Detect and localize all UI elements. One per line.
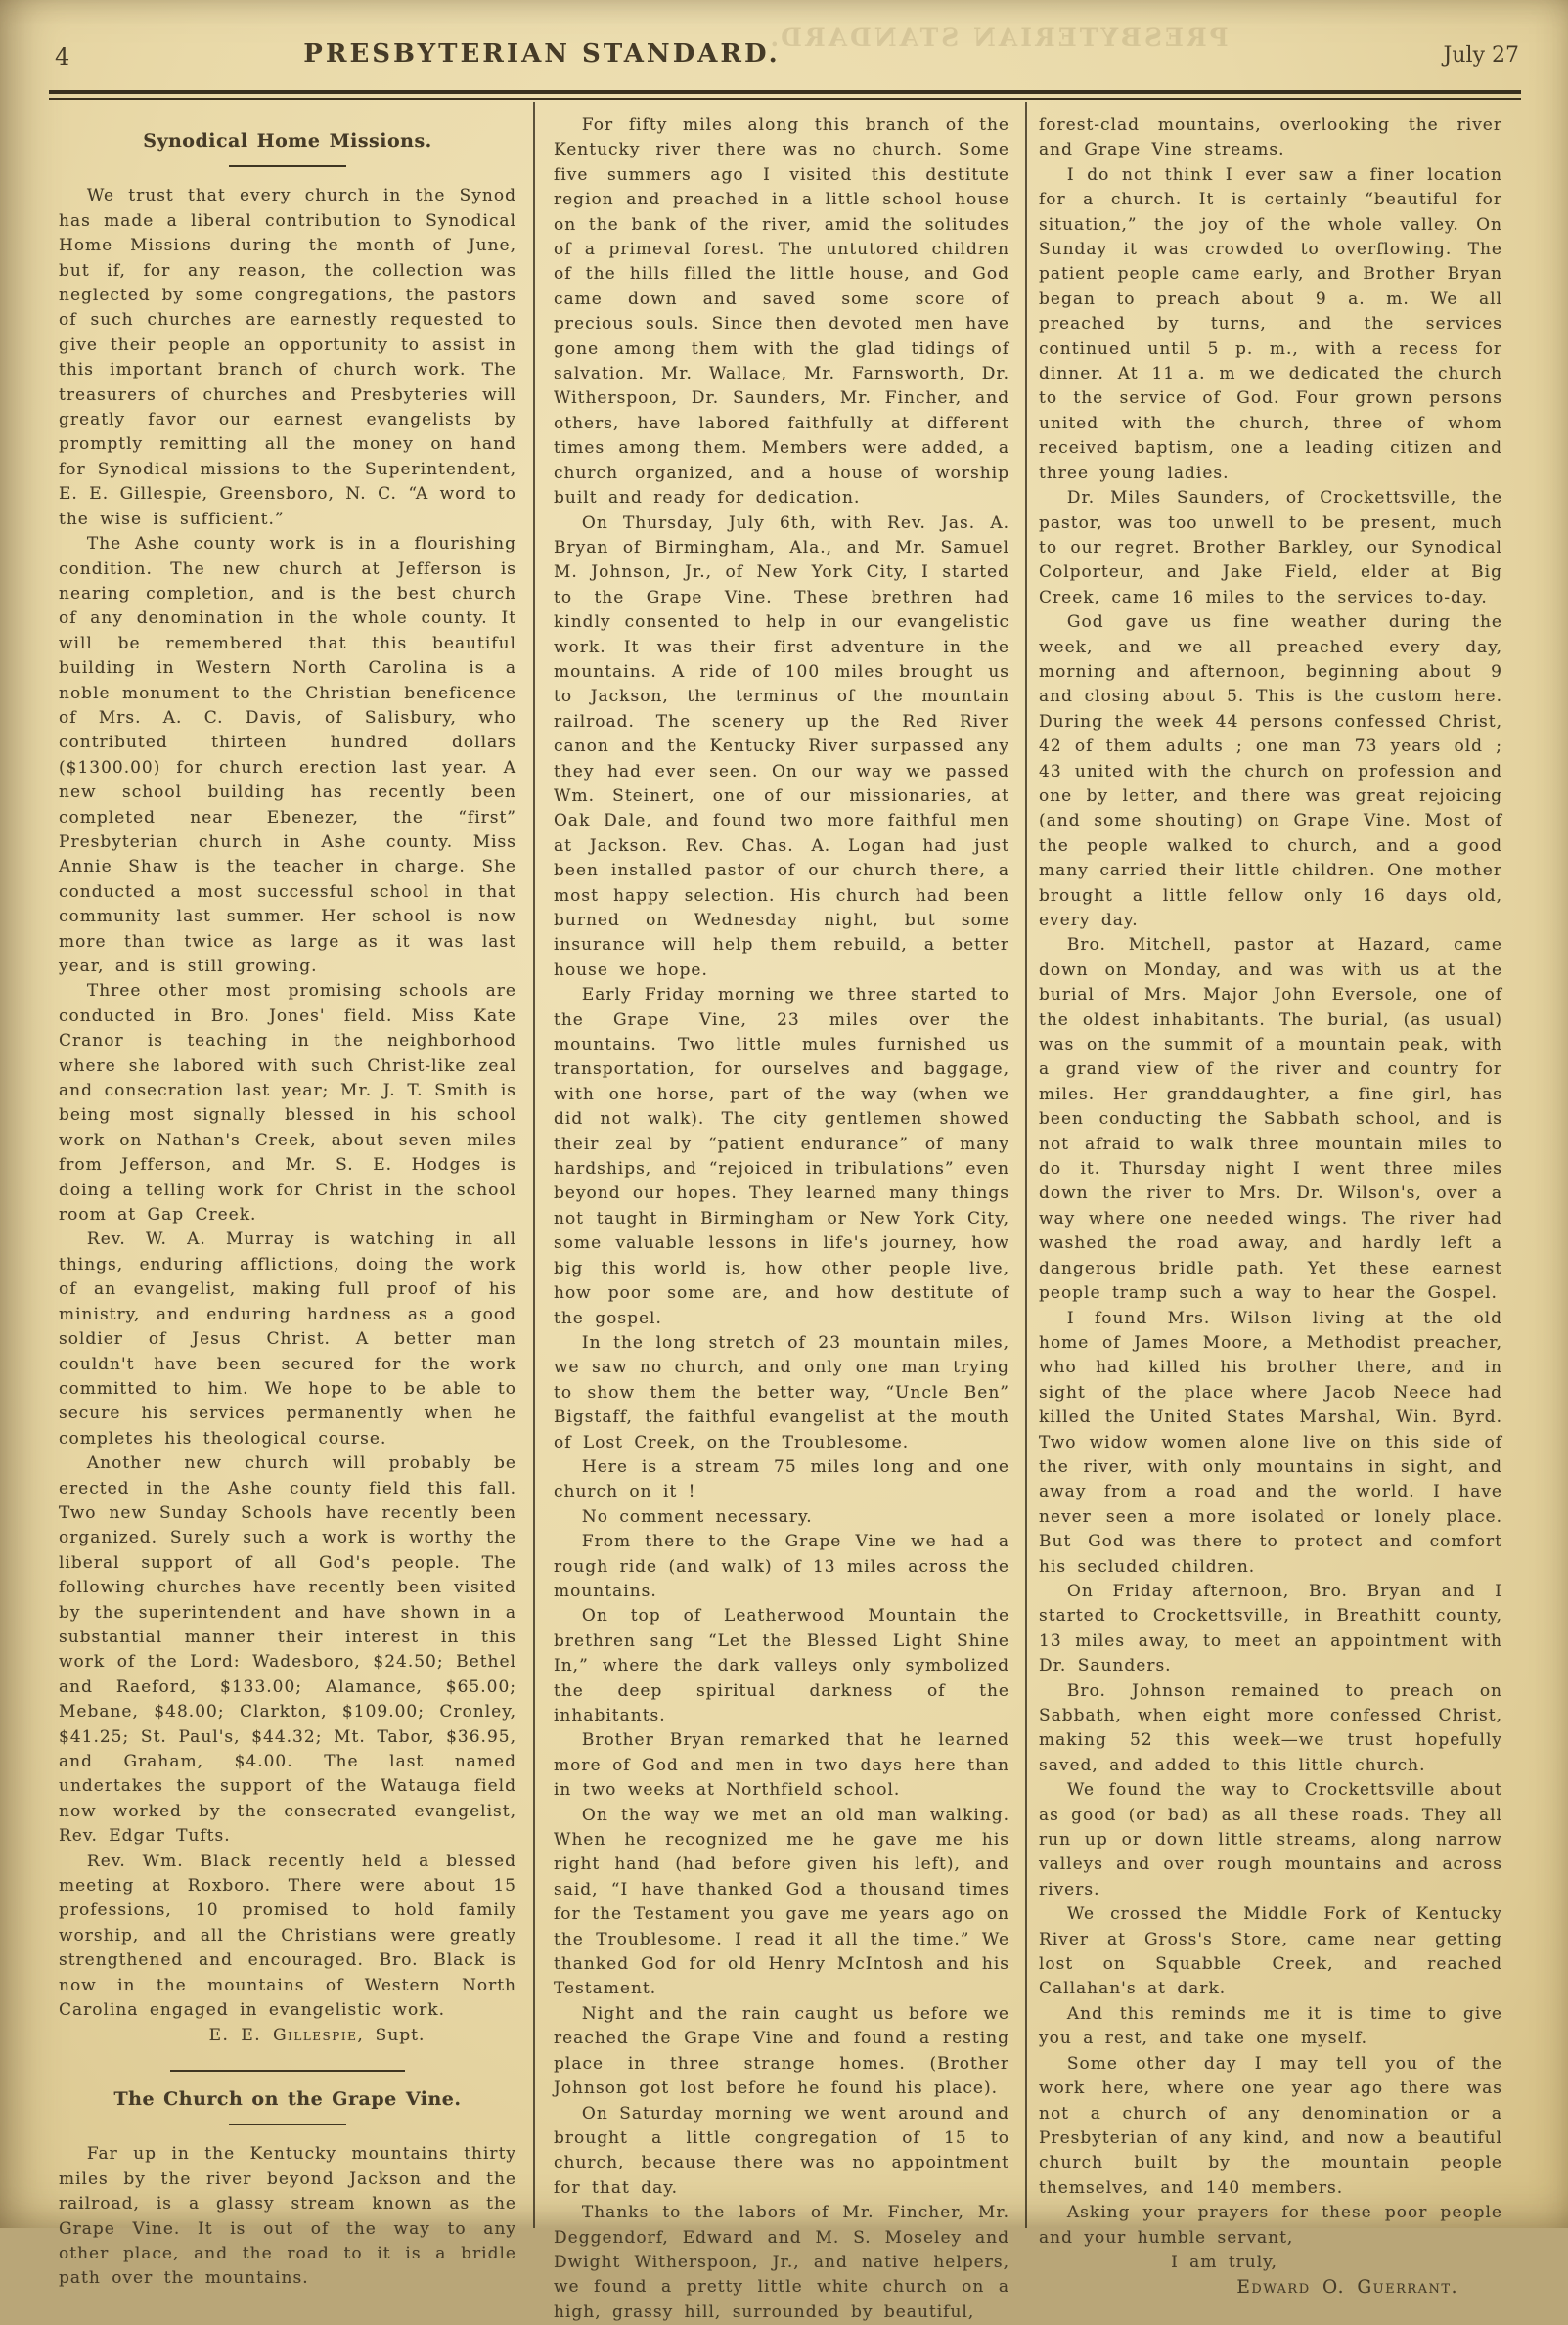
- title-rule: [229, 2124, 346, 2125]
- paragraph: Asking your prayers for these poor people and your humble servant,: [1039, 2203, 1502, 2248]
- paragraph: On Saturday morning we went around and brought a little congregation of 15 to church, because there was no appointment for that day.: [554, 2103, 1009, 2198]
- column-1: [59, 113, 516, 2292]
- paragraph: We trust that every church in the Synod has made a liberal contribution to Synodical Home Missions during the month of June, but if, for any reason, the collection was neglected by some congregations, the pastors of such churches are earnestly requested to give their people an opportunity to assist in this important branch of church work. The treasurers of churches and Presbyteries will greatly favor our earnest evangelists by promptly remitting all the money on hand for Synodical missions to the Superintendent, E. E. Gillespie, Greensboro, N. C. “A word to the wise is sufficient.”: [59, 186, 516, 529]
- paragraph: Bro. Mitchell, pastor at Hazard, came down on Monday, and was with us at the burial of Mrs. Major John Eversole, one of the oldest inhabitants. The burial, (as usual) was on the summit of a mountain peak, with a grand view of the river and country for miles. Her granddaughter, a fine girl, has been conducting the Sabbath school, and is not afraid to walk three mountain miles to do it. Thursday night I went three miles down the river to Mrs. Dr. Wilson's, over a way where one needed wings. The river had washed the road away, and hardly left a dangerous bridle path. Yet these earnest people tramp such a way to hear the Gospel.: [1039, 935, 1502, 1304]
- paragraph: Early Friday morning we three started to the Grape Vine, 23 miles over the mountains. Two little mules furnished us transportation, for ourselves and baggage, with one horse, part of the way (when we did not walk). The city gentlemen showed their zeal by “patient endurance” of many hardships, and “rejoiced in tribulations” even beyond our hopes. They learned many things not taught in Birmingham or New York City, some valuable lessons in life's journey, how big this world is, how other people live, how poor some are, and how destitute of the gospel.: [554, 985, 1009, 1328]
- paragraph: Dr. Miles Saunders, of Crockettsville, the pastor, was too unwell to be present, much to our regret. Brother Barkley, our Synodical Colporteur, and Jake Field, elder at Big Creek, came 16 miles to the services to-day.: [1039, 488, 1502, 607]
- paragraph: On the way we met an old man walking. When he recognized me he gave me his right hand (had before given his left), and said, “I have thanked God a thousand times for the Testament you gave me years ago on the Troublesome. I read it all the time.” We thanked God for old Henry McIntosh and his Testament.: [554, 1805, 1009, 1999]
- article-signature: [59, 2024, 516, 2048]
- page-number: 4: [55, 43, 70, 70]
- article-body-grapevine-col1: [59, 2142, 516, 2291]
- issue-date: July 27: [1443, 43, 1519, 67]
- paragraph: On Friday afternoon, Bro. Bryan and I started to Crockettsville, in Breathitt county, 13 miles away, to meet an appointment with Dr. Saunders.: [1039, 1581, 1502, 1677]
- article-body-grapevine-col3: [1039, 113, 1502, 2251]
- article-body-grapevine-col2: [554, 113, 1009, 2325]
- bleed-through-text: PRESBYTERIAN STANDARD.: [767, 23, 1229, 52]
- article-body-synodical: [59, 184, 516, 2023]
- paragraph: God gave us fine weather during the week, and we all preached every day, morning and afternoon, beginning about 9 and closing about 5. This is the custom here. During the week 44 persons confessed Christ, 42 of them adults ; one man 73 years old ; 43 united with the church on profession and one by letter, and there was great rejoicing (and some shouting) on Grape Vine. Most of the people walked to church, and a good many carried their little children. One mother brought a little fellow only 16 days old, every day.: [1039, 612, 1502, 930]
- title-rule: [229, 165, 346, 167]
- paragraph: From there to the Grape Vine we had a rough ride (and walk) of 13 miles across the mountains.: [554, 1532, 1009, 1601]
- author-signature: Edward O. Guerrant.: [1236, 2277, 1458, 2299]
- paragraph: I found Mrs. Wilson living at the old home of James Moore, a Methodist preacher, who had killed his brother there, and in sight of the place where Jacob Neece had killed the United States Marshal, Win. Byrd. Two widow women alone live on this side of the river, with only mountains in sight, and away from a road and the world. I have never seen a more isolated or lonely place. But God was there to protect and comfort his secluded children.: [1039, 1308, 1502, 1577]
- signature-name: E. E. Gillespie,: [208, 2026, 365, 2046]
- column-divider-rule: [1025, 102, 1027, 2228]
- paragraph: We found the way to Crockettsville about as good (or bad) as all these roads. They all run up or down little streams, along narrow valleys and over rough mountains and across rivers.: [1039, 1780, 1502, 1900]
- paragraph: Some other day I may tell you of the work here, where one year ago there was not a church of any denomination or a Presbyterian of any kind, and now a beautiful church built by the mountain people themselves, and 140 members.: [1039, 2053, 1502, 2198]
- article-title-grapevine: The Church on the Grape Vine.: [113, 2087, 462, 2110]
- header-double-rule: [49, 90, 1521, 100]
- paragraph: On top of Leatherwood Mountain the brethren sang “Let the Blessed Light Shine In,” where the dark valleys only symbolized the deep spiritual darkness of the inhabitants.: [554, 1606, 1009, 1725]
- paragraph: Bro. Johnson remained to preach on Sabbath, when eight more confessed Christ, making 52 this week—we trust hopefully saved, and added to this little church.: [1039, 1680, 1502, 1775]
- paragraph: forest-clad mountains, overlooking the river and Grape Vine streams.: [1039, 115, 1502, 160]
- paragraph: Brother Bryan remarked that he learned more of God and men in two days here than in two weeks at Northfield school.: [554, 1730, 1009, 1801]
- masthead-title: PRESBYTERIAN STANDARD.: [303, 39, 781, 68]
- closing-valediction: I am truly,: [1171, 2252, 1277, 2272]
- paragraph: Here is a stream 75 miles long and one church on it !: [554, 1456, 1009, 1502]
- paragraph: Another new church will probably be erected in the Ashe county field this fall. Two new Sunday Schools have recently been organized. Surely such a work is worthy the liberal support of all God's people. The following churches have recently been visited by the superintendent and have shown in a substantial manner their interest in this work of the Lord: Wadesboro, $24.50; Bethel and Raeford, $133.00; Alamance, $65.00; Mebane, $48.00; Clarkton, $109.00; Cronley, $41.25; St. Paul's, $44.32; Mt. Tabor, $36.95, and Graham, $4.00. The last named undertakes the support of the Watauga field now worked by the consecrated evangelist, Rev. Edgar Tufts.: [59, 1453, 516, 1847]
- article-title-synodical: Synodical Home Missions.: [143, 130, 432, 152]
- paragraph: In the long stretch of 23 mountain miles, we saw no church, and only one man trying to show them the better way, “Uncle Ben” Bigstaff, the faithful evangelist at the mouth of Lost Creek, on the Troublesome.: [554, 1332, 1009, 1453]
- paragraph: On Thursday, July 6th, with Rev. Jas. A. Bryan of Birmingham, Ala., and Mr. Samuel M. Johnson, Jr., of New York City, I started to the Grape Vine. These brethren had kindly consented to help in our evangelistic work. It was their first adventure in the mountains. A ride of 100 miles brought us to Jackson, the terminus of the mountain railroad. The scenery up the Red River canon and the Kentucky River surpassed any they had ever seen. On our way we passed Wm. Steinert, one of our missionaries, at Oak Dale, and found two more faithful men at Jackson. Rev. Chas. A. Logan had just been installed pastor of our church there, a most happy selection. His church had been burned on Wednesday night, but some insurance will help them rebuild, a better house we hope.: [554, 513, 1009, 980]
- paragraph: I do not think I ever saw a finer location for a church. It is certainly “beautiful for situation,” the joy of the whole valley. On Sunday it was crowded to overflowing. The patient people came early, and Brother Bryan began to preach about 9 a. m. We all preached by turns, and the services continued until 5 p. m., with a recess for dinner. At 11 a. m we dedicated the church to the service of God. Four grown persons united with the church, three of whom received baptism, one a leading citizen and three young ladies.: [1039, 164, 1502, 483]
- paragraph: Rev. Wm. Black recently held a blessed meeting at Roxboro. There were about 15 professions, 10 promised to hold family worship, and all the Christians were greatly strengthened and encouraged. Bro. Black is now in the mountains of Western North Carolina engaged in evangelistic work.: [59, 1851, 516, 2021]
- column-2: [554, 113, 1009, 2325]
- paragraph: We crossed the Middle Fork of Kentucky River at Gross's Store, came near getting lost on Squabble Creek, and reached Callahan's at dark.: [1039, 1904, 1502, 1999]
- paragraph: For fifty miles along this branch of the Kentucky river there was no church. Some five summers ago I visited this destitute region and preached in a little school house on the bank of the river, amid the solitudes of a primeval forest. The untutored children of the hills filled the little house, and God came down and saved some score of precious souls. Since then devoted men have gone among them with the glad tidings of salvation. Mr. Wallace, Mr. Farnsworth, Dr. Witherspoon, Dr. Saunders, Mr. Fincher, and others, have labored faithfully at different times among them. Members were added, a church organized, and a house of worship built and ready for dedication.: [554, 115, 1009, 509]
- paragraph: Thanks to the labors of Mr. Fincher, Mr. Deggendorf, Edward and M. S. Moseley and Dwight Witherspoon, Jr., and native helpers, we found a pretty little white church on a high, grassy hill, surrounded by beautiful,: [554, 2203, 1009, 2322]
- paragraph: Night and the rain caught us before we reached the Grape Vine and found a resting place in three strange homes. (Brother Johnson got lost before he found his place).: [554, 2003, 1009, 2099]
- paragraph: Rev. W. A. Murray is watching in all things, enduring afflictions, doing the work of an evangelist, making full proof of his ministry, and enduring hardness as a good soldier of Jesus Christ. A better man couldn't have been secured for the work committed to him. We hope to be able to secure his services permanently when he completes his theological course.: [59, 1230, 516, 1449]
- paragraph: Far up in the Kentucky mountains thirty miles by the river beyond Jackson and the railroad, is a glassy stream known as the Grape Vine. It is out of the way to any other place, and the road to it is a bridle path over the mountains.: [59, 2144, 516, 2289]
- paragraph: No comment necessary.: [581, 1506, 813, 1527]
- signature-title: Supt.: [375, 2026, 426, 2046]
- column-divider-rule: [533, 102, 535, 2228]
- paragraph: Three other most promising schools are conducted in Bro. Jones' field. Miss Kate Cranor is teaching in the neighborhood where she labored with such Christ-like zeal and consecration last year; Mr. J. T. Smith is being most signally blessed in his school work on Nathan's Creek, about seven miles from Jefferson, and Mr. S. E. Hodges is doing a telling work for Christ in the school room at Gap Creek.: [59, 981, 516, 1226]
- paragraph: The Ashe county work is in a flourishing condition. The new church at Jefferson is nearing completion, and is the best church of any denomination in the whole county. It will be remembered that this beautiful building in Western North Carolina is a noble monument to the Christian beneficence of Mrs. A. C. Davis, of Salisbury, who contributed thirteen hundred dollars ($1300.00) for church erection last year. A new school building has recently been completed near Ebenezer, the “first” Presbyterian church in Ashe county. Miss Annie Shaw is the teacher in charge. She conducted a most successful school in that community last summer. Her school is now more than twice as large as it was last year, and is still growing.: [59, 534, 516, 976]
- article-separator-rule: [170, 2070, 405, 2072]
- paragraph: And this reminds me it is time to give you a rest, and take one myself.: [1039, 2003, 1502, 2049]
- column-3: [1039, 113, 1502, 2301]
